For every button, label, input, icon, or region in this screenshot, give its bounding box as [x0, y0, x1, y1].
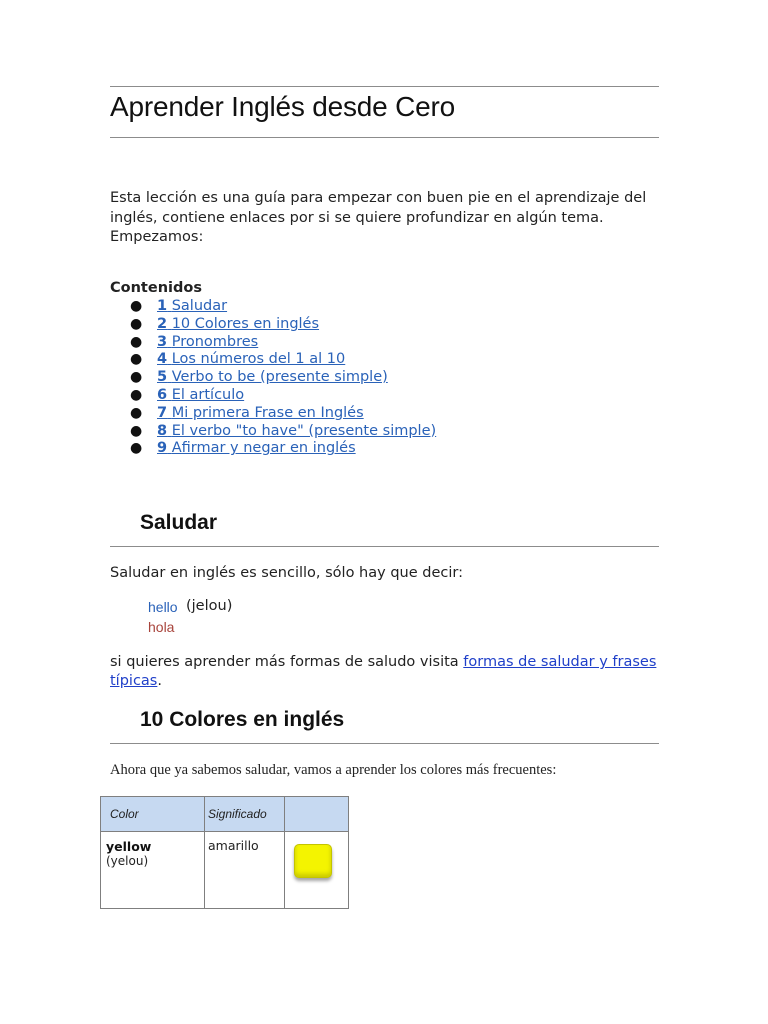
bullet-icon: ●	[130, 386, 143, 403]
column-header-color: Color	[101, 797, 205, 832]
toc-link-pronombres[interactable]: 3 Pronombres	[157, 333, 259, 350]
column-header-swatch	[285, 797, 349, 832]
color-word-cell	[101, 832, 205, 909]
bullet-icon: ●	[130, 404, 143, 421]
yellow-swatch	[294, 844, 332, 878]
section-heading-colores: 10 Colores en inglés	[140, 708, 345, 731]
toc-link-to-have[interactable]: 8 El verbo "to have" (presente simple)	[157, 422, 437, 439]
page-title: Aprender Inglés desde Cero	[110, 91, 456, 122]
bullet-icon: ●	[130, 333, 143, 350]
section-heading-saludar: Saludar	[140, 511, 218, 534]
english-word: hello	[148, 599, 178, 615]
toc-item	[130, 316, 436, 334]
saludar-paragraph: Saludar en inglés es sencillo, sólo hay que decir:	[110, 565, 463, 581]
toc-item	[130, 351, 436, 369]
pronunciation: (jelou)	[186, 598, 233, 614]
toc-link-articulo[interactable]: 6 El artículo	[157, 386, 245, 403]
table-row	[101, 832, 349, 909]
bullet-icon: ●	[130, 422, 143, 439]
swatch-cell	[285, 832, 349, 909]
title-rule	[110, 137, 659, 138]
column-header-significado: Significado	[205, 797, 285, 832]
bullet-icon: ●	[130, 440, 143, 457]
spanish-word: hola	[148, 619, 175, 635]
toc-link-verbo-to-be[interactable]: 5 Verbo to be (presente simple)	[157, 369, 388, 386]
toc-link-numeros[interactable]: 4 Los números del 1 al 10	[157, 351, 346, 368]
section-rule	[110, 743, 659, 744]
toc-item	[130, 423, 436, 441]
bullet-icon: ●	[130, 351, 143, 368]
colors-table	[100, 796, 349, 909]
toc-item	[130, 387, 436, 405]
bullet-icon: ●	[130, 369, 143, 386]
greetings-link[interactable]: formas de saludar y frases típicas	[110, 654, 657, 689]
top-rule	[110, 86, 659, 87]
color-word: yellow	[106, 839, 152, 854]
toc-link-colores[interactable]: 2 10 Colores en inglés	[157, 315, 320, 332]
more-greetings-paragraph: si quieres aprender más formas de saludo visita formas de saludar y frases típicas.	[110, 654, 657, 689]
bullet-icon: ●	[130, 298, 143, 314]
color-pronunciation: (yelou)	[106, 854, 149, 868]
toc-link-primera-frase[interactable]: 7 Mi primera Frase en Inglés	[157, 404, 364, 421]
intro-paragraph: Esta lección es una guía para empezar con buen pie en el aprendizaje del inglés, contiene enlaces por si se quiere profundizar en algún tema. Empezamos:	[110, 190, 647, 245]
toc-item	[130, 298, 436, 316]
toc-link-saludar[interactable]: 1 Saludar	[157, 298, 228, 314]
toc-item	[130, 334, 436, 352]
color-meaning: amarillo	[208, 838, 259, 853]
section-rule	[110, 546, 659, 547]
table-of-contents	[130, 298, 436, 458]
toc-link-afirmar-negar[interactable]: 9 Afirmar y negar en inglés	[157, 440, 356, 457]
toc-heading: Contenidos	[110, 280, 202, 296]
toc-item	[130, 440, 436, 458]
colores-paragraph: Ahora que ya sabemos saludar, vamos a aprender los colores más frecuentes:	[110, 762, 557, 778]
toc-item	[130, 369, 436, 387]
bullet-icon: ●	[130, 315, 143, 332]
meaning-cell	[205, 832, 285, 909]
toc-item	[130, 405, 436, 423]
table-header-row	[101, 797, 349, 832]
